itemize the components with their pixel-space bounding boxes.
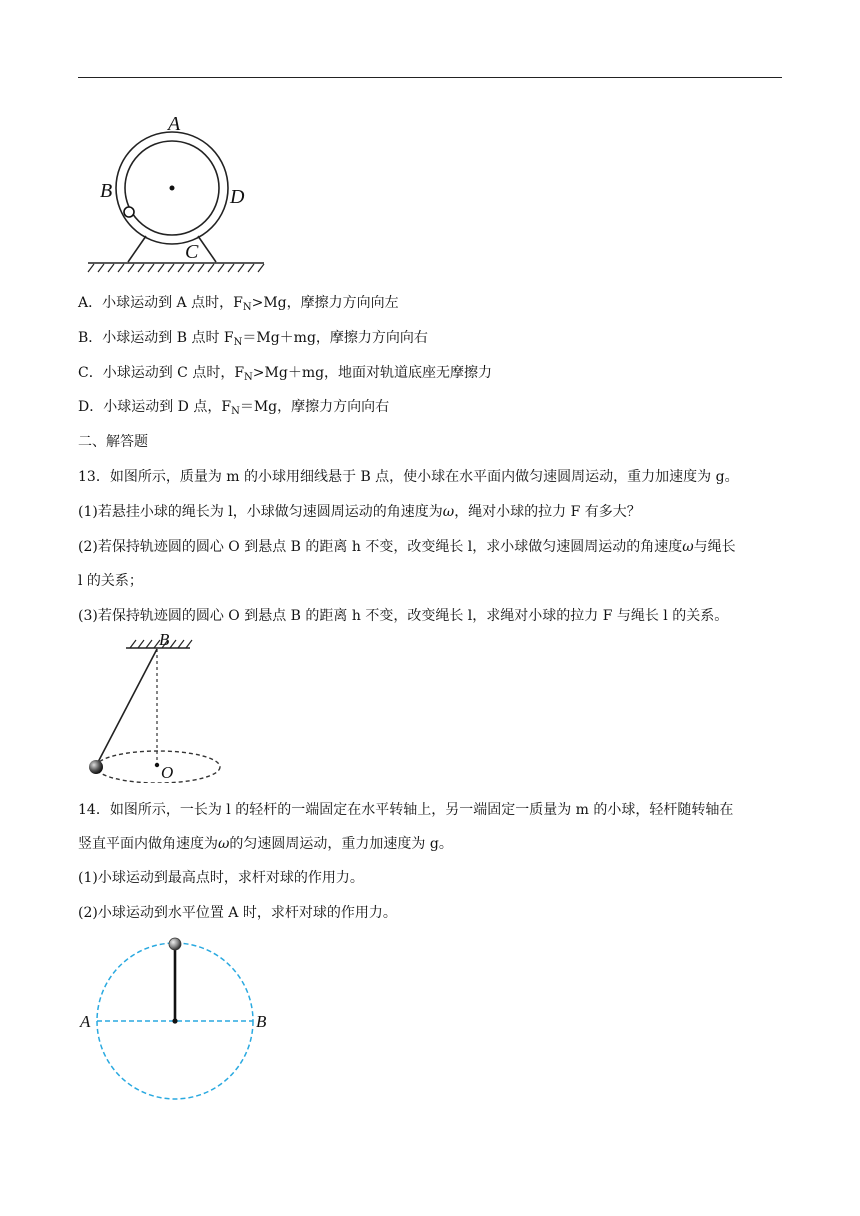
label-center-o: O [161,763,174,782]
label-b-horizontal: B [256,1012,267,1031]
string [96,649,157,766]
q13-part1: (1)若悬挂小球的绳长为 l，小球做匀速圆周运动的角速度为ω，绳对小球的拉力 F 有多大？ [78,504,641,520]
label-suspension-b: B [159,630,170,649]
section-title: 二、解答题 [78,434,148,450]
q14-part1: (1)小球运动到最高点时，求杆对球的作用力。 [78,870,364,886]
option-d: D．小球运动到 D 点，$F_N=Mg$，摩擦力方向向右 [78,399,390,417]
header-rule [78,77,782,78]
rod-circle-figure [78,934,278,1106]
base-right-leg [198,236,216,262]
trajectory-ellipse [96,751,220,783]
label-b: B [100,180,113,202]
pendulum-figure [80,628,240,783]
label-a-horizontal: A [80,1012,91,1031]
option-c: C．小球运动到 C 点时，$F_N>Mg+mg$，地面对轨道底座无摩擦力 [78,365,493,383]
q13-part3: (3)若保持轨迹圆的圆心 O 到悬点 B 的距离 h 不变，改变绳长 l，求绳对小球的拉力 F 与绳长 l 的关系。 [78,608,729,624]
option-a: A．小球运动到 A 点时，$F_N>Mg$，摩擦力方向向左 [78,295,399,313]
label-d: D [230,186,245,208]
pendulum-ball [89,760,103,774]
q13-part2: (2)若保持轨迹圆的圆心 O 到悬点 B 的距离 h 不变，改变绳长 l，求小球做匀速圆周运动的角速度ω与绳长 [78,539,736,555]
label-a: A [168,113,181,135]
q14-part2: (2)小球运动到水平位置 A 时，求杆对球的作用力。 [78,905,397,921]
q14-stem-line1: 14．如图所示，一长为 l 的轻杆的一端固定在水平转轴上，另一端固定一质量为 m 的小球，轻杆随转轴在 [78,802,734,818]
track-center-dot [170,186,175,191]
q13-stem: 13．如图所示，质量为 m 的小球用细线悬于 B 点，使小球在水平面内做匀速圆周运动，重力加速度为 g。 [78,469,739,485]
ground-hatching [88,264,264,272]
label-c: C [185,241,199,263]
q13-part2-cont: l 的关系； [78,573,143,589]
base-left-leg [128,236,146,262]
q14-stem-line2: 竖直平面内做角速度为ω的匀速圆周运动，重力加速度为 g。 [78,836,453,852]
small-ball [124,207,134,217]
option-b: B．小球运动到 B 点时 $F_N=Mg+mg$，摩擦力方向向右 [78,330,428,348]
track-figure [80,108,280,278]
pivot-dot [172,1018,177,1023]
center-o-dot [155,763,159,767]
rod-ball [169,938,181,950]
